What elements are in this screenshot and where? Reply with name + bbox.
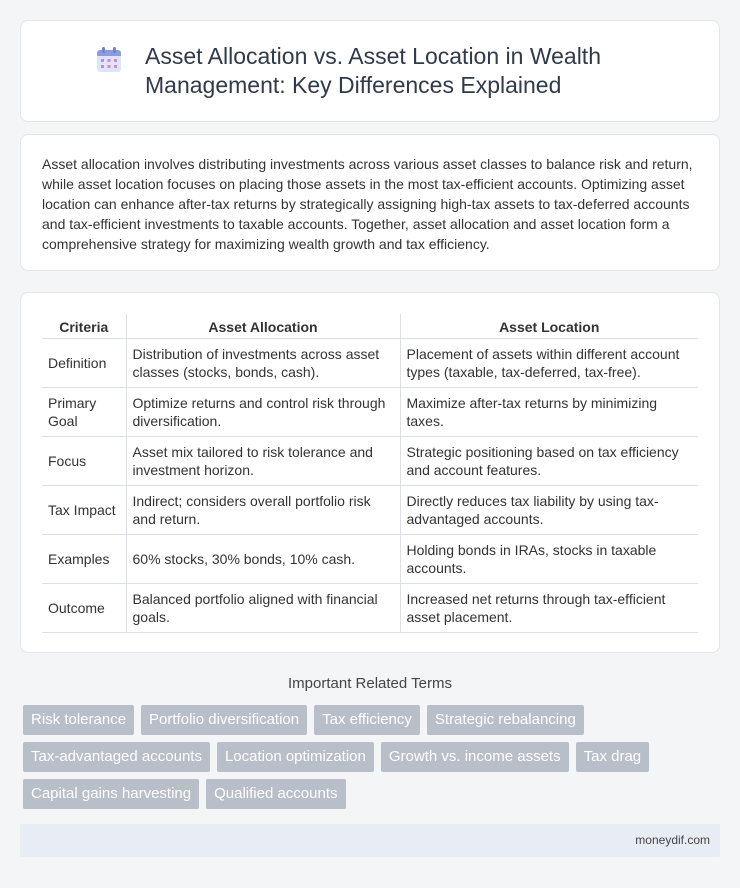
table-cell: Holding bonds in IRAs, stocks in taxable accounts. — [400, 534, 698, 583]
comparison-table — [42, 314, 698, 633]
intro-paragraph: Asset allocation involves distributing investments across various asset classes to balance risk and return, while asset location focuses on placing those assets in the most tax-efficient accounts. Optimizing asset location can enhance after-tax returns by strategically assigning high-tax assets to tax-deferred accounts and tax-efficient investments to taxable accounts. Together, asset allocation and asset location form a comprehensive strategy for maximizing wealth growth and tax efficiency. — [42, 156, 693, 252]
page-title: Asset Allocation vs. Asset Location in Wealth Management: Key Differences Explained — [145, 43, 601, 98]
related-term-tag[interactable]: Capital gains harvesting — [23, 779, 199, 809]
related-term-tag[interactable]: Qualified accounts — [206, 779, 345, 809]
related-term-tag[interactable]: Tax efficiency — [314, 705, 420, 735]
table-cell: Directly reduces tax liability by using tax-advantaged accounts. — [400, 485, 698, 534]
table-cell: Outcome — [42, 583, 126, 632]
table-cell: Examples — [42, 534, 126, 583]
related-term-tag[interactable]: Tax-advantaged accounts — [23, 742, 210, 772]
table-cell: 60% stocks, 30% bonds, 10% cash. — [126, 534, 400, 583]
column-header: Asset Location — [400, 314, 698, 338]
related-term-tag[interactable]: Growth vs. income assets — [381, 742, 569, 772]
footer — [20, 824, 720, 857]
intro-card — [20, 134, 720, 271]
table-cell: Optimize returns and control risk through diversification. — [126, 387, 400, 436]
related-terms-title: Important Related Terms — [288, 675, 452, 692]
table-cell: Tax Impact — [42, 485, 126, 534]
table-cell: Primary Goal — [42, 387, 126, 436]
table-row — [42, 485, 698, 534]
comparison-table-card — [20, 292, 720, 653]
related-term-tag[interactable]: Portfolio diversification — [141, 705, 307, 735]
header-card — [20, 20, 720, 122]
related-term-tag[interactable]: Strategic rebalancing — [427, 705, 584, 735]
table-cell: Definition — [42, 338, 126, 387]
footer-site-link[interactable]: moneydif.com — [635, 833, 710, 847]
table-cell: Maximize after-tax returns by minimizing taxes. — [400, 387, 698, 436]
table-row — [42, 534, 698, 583]
related-term-tag[interactable]: Location optimization — [217, 742, 374, 772]
related-term-tag[interactable]: Risk tolerance — [23, 705, 134, 735]
table-row — [42, 387, 698, 436]
calendar-icon — [95, 46, 123, 74]
table-cell: Distribution of investments across asset classes (stocks, bonds, cash). — [126, 338, 400, 387]
table-cell: Placement of assets within different account types (taxable, tax-deferred, tax-free). — [400, 338, 698, 387]
table-header-row — [42, 314, 698, 338]
table-cell: Asset mix tailored to risk tolerance and investment horizon. — [126, 436, 400, 485]
table-cell: Indirect; considers overall portfolio risk and return. — [126, 485, 400, 534]
table-row — [42, 583, 698, 632]
table-cell: Strategic positioning based on tax efficiency and account features. — [400, 436, 698, 485]
table-cell: Focus — [42, 436, 126, 485]
table-row — [42, 338, 698, 387]
table-cell: Increased net returns through tax-efficient asset placement. — [400, 583, 698, 632]
column-header: Asset Allocation — [126, 314, 400, 338]
column-header: Criteria — [42, 314, 126, 338]
table-row — [42, 436, 698, 485]
related-terms-list — [23, 705, 723, 809]
related-term-tag[interactable]: Tax drag — [576, 742, 650, 772]
table-cell: Balanced portfolio aligned with financial goals. — [126, 583, 400, 632]
